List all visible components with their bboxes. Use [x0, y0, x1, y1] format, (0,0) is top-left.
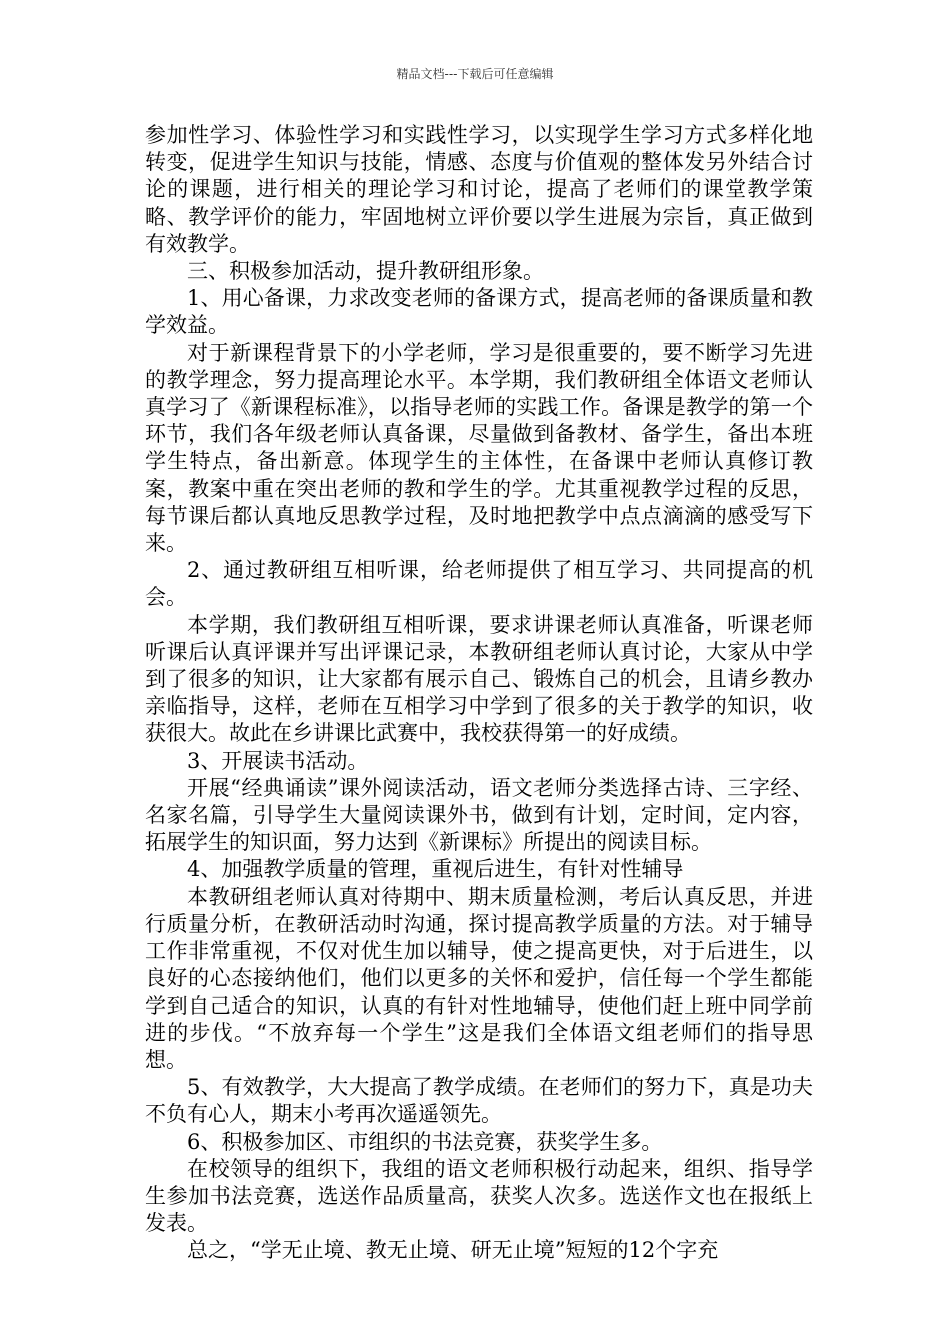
document-body: [145, 122, 813, 1265]
section-heading-activities: 三、积极参加活动，提升教研组形象。: [187, 259, 544, 284]
item-heading-calligraphy: 6、积极参加区、市组织的书法竞赛，获奖学生多。: [187, 1129, 663, 1154]
item-heading-lesson-prep: 1、用心备课，力求改变老师的备课方式，提高老师的备课质量和教学效益。: [145, 286, 813, 338]
paragraph-quality: 本教研组老师认真对待期中、期末质量检测，考后认真反思，并进行质量分析，在教研活动时沟通，探讨提高教学质量的方法。对于辅导工作非常重视，不仅对优生加以辅导，使之提高更快，对于后进生，以良好的心态接纳他们，他们以更多的关怀和爱护，信任每一个学生都能学到自己适合的知识，认真的有针对性地辅导，使他们赶上班中同学前进的步伐。“不放弃每一个学生”这是我们全体语文组老师们的指导思想。: [145, 884, 813, 1072]
item-heading-reading: 3、开展读书活动。: [187, 748, 369, 773]
item-heading-peer-observation: 2、通过教研组互相听课，给老师提供了相互学习、共同提高的机会。: [145, 558, 813, 610]
paragraph-lesson-prep: 对于新课程背景下的小学老师，学习是很重要的，要不断学习先进的教学理念，努力提高理论水平。本学期，我们教研组全体语文老师认真学习了《新课程标准》，以指导老师的实践工作。备课是教学的第一个环节，我们各年级老师认真备课，尽量做到备教材、备学生，备出本班学生特点，备出新意。体现学生的主体性，在备课中老师认真修订教案，教案中重在突出老师的教和学生的学。尤其重视教学过程的反思，每节课后都认真地反思教学过程，及时地把教学中点点滴滴的感受写下来。: [145, 340, 813, 556]
paragraph-peer-observation: 本学期，我们教研组互相听课，要求讲课老师认真准备，听课老师听课后认真评课并写出评课记录，本教研组老师认真讨论，大家从中学到了很多的知识，让大家都有展示自己、锻炼自己的机会，且请乡教办亲临指导，这样，老师在互相学习中学到了很多的关于教学的知识，收获很大。故此在乡讲课比武赛中，我校获得第一的好成绩。: [145, 612, 813, 746]
page-header: 精品文档---下载后可任意编辑: [396, 67, 554, 81]
paragraph-continued-intro: 参加性学习、体验性学习和实践性学习，以实现学生学习方式多样化地转变，促进学生知识与技能，情感、态度与价值观的整体发另外结合讨论的课题，进行相关的理论学习和讨论，提高了老师们的课堂教学策略、教学评价的能力，牢固地树立评价要以学生进展为宗旨，真正做到有效教学。: [145, 123, 813, 256]
paragraph-calligraphy: 在校领导的组织下，我组的语文老师积极行动起来，组织、指导学生参加书法竞赛，选送作品质量高，获奖人次多。选送作文也在报纸上发表。: [145, 1156, 813, 1236]
paragraph-reading: 开展“经典诵读”课外阅读活动，语文老师分类选择古诗、三字经、名家名篇，引导学生大量阅读课外书，做到有计划，定时间，定内容，拓展学生的知识面，努力达到《新课标》所提出的阅读目标。: [145, 775, 813, 855]
item-heading-effective-teaching: 5、有效教学，大大提高了教学成绩。在老师们的努力下，真是功夫不负有心人，期末小考再次遥遥领先。: [145, 1075, 813, 1127]
paragraph-conclusion: 总之，“学无止境、教无止境、研无止境”短短的12个字充: [187, 1238, 719, 1263]
item-heading-quality: 4、加强教学质量的管理，重视后进生，有针对性辅导: [187, 857, 684, 882]
